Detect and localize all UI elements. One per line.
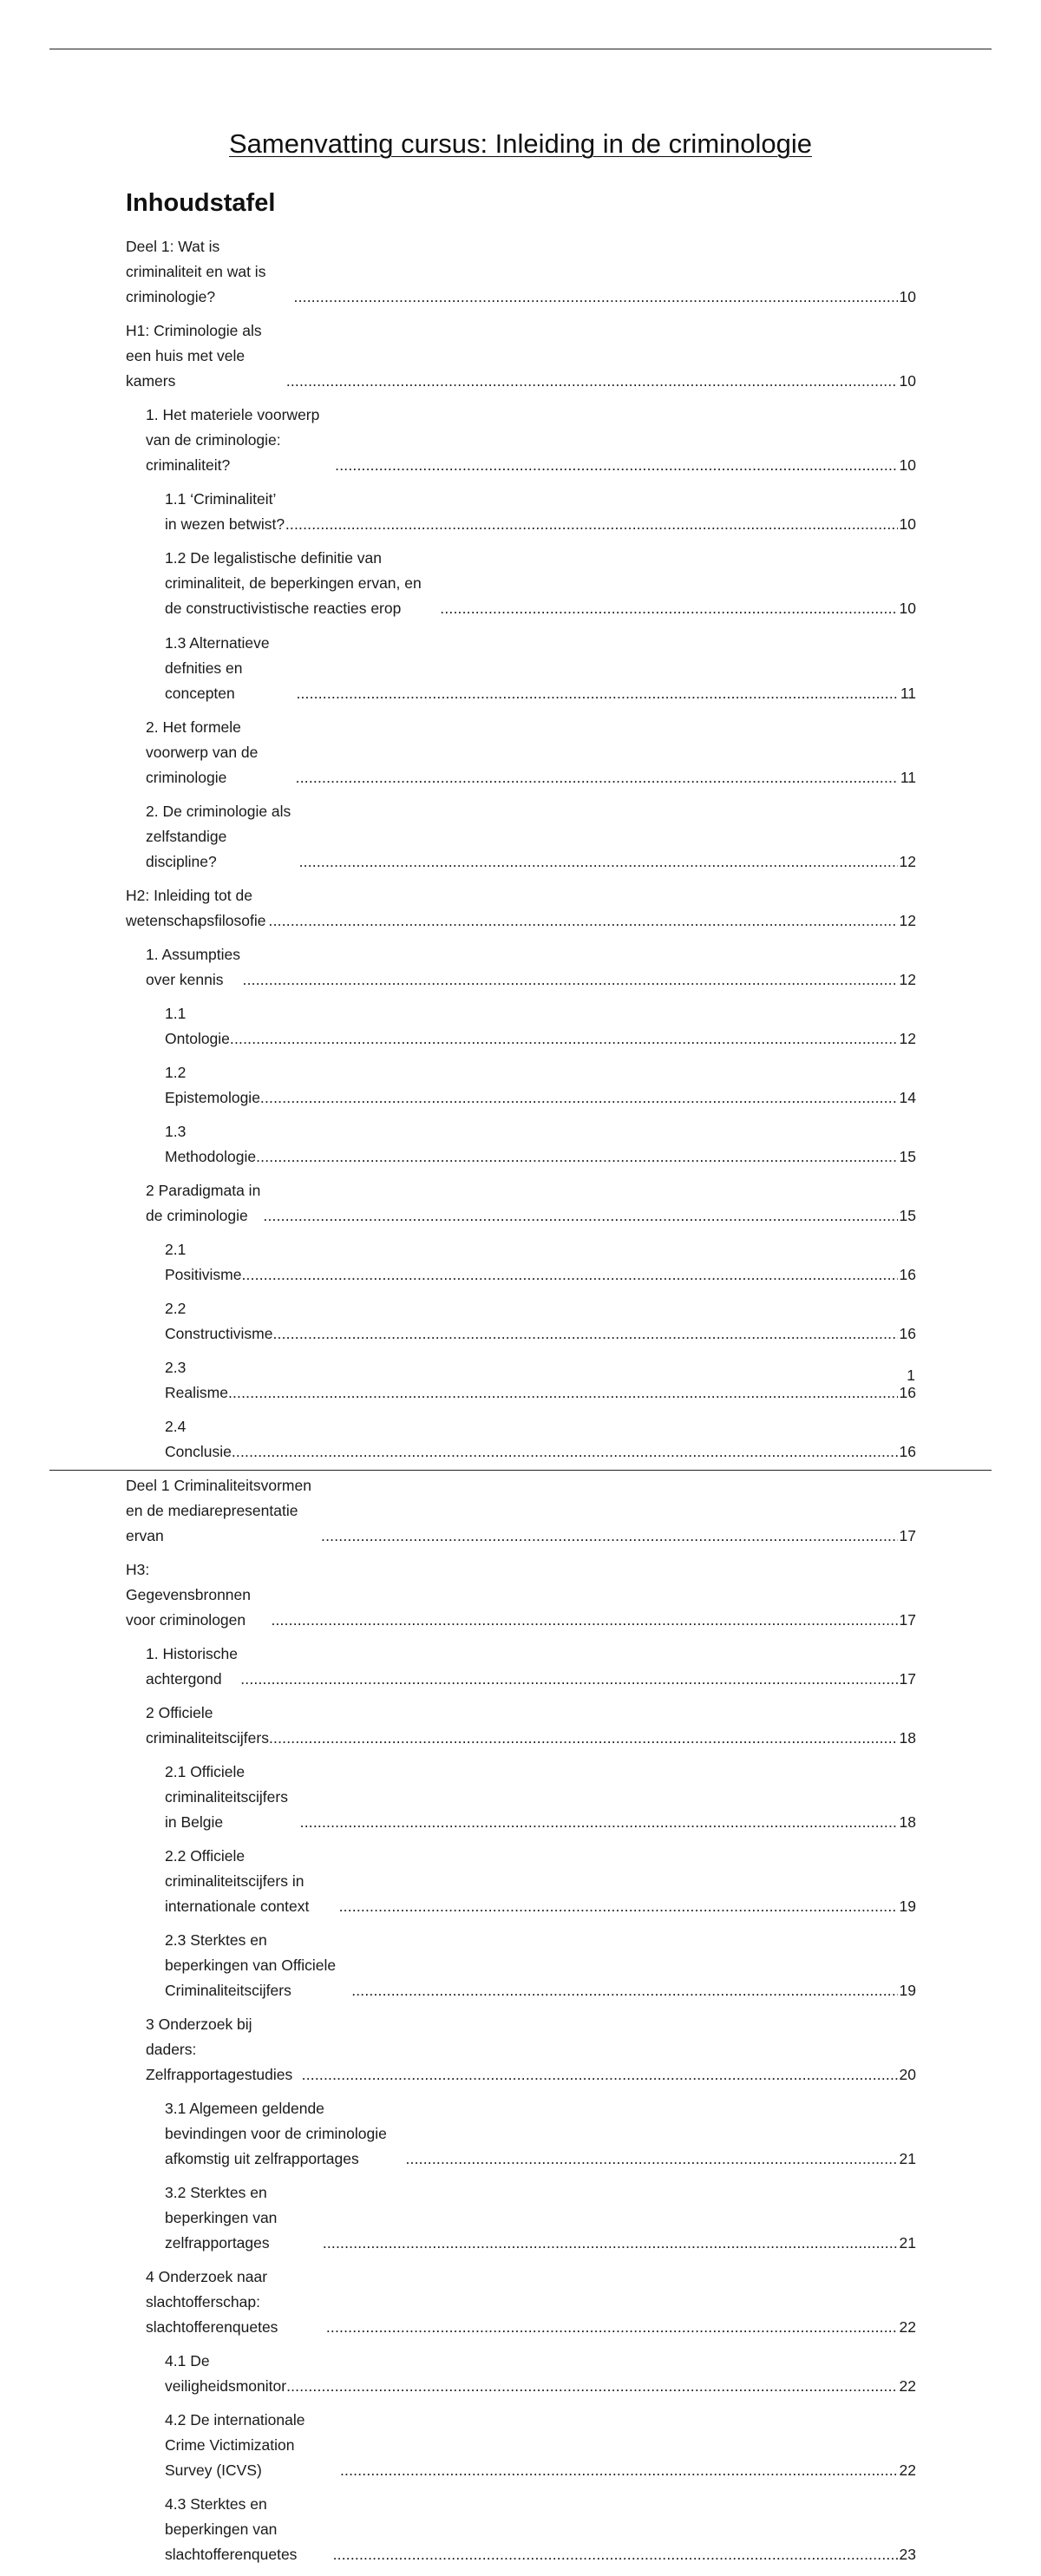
toc-entry[interactable]: [126, 1178, 916, 1229]
dot-leader: [296, 681, 898, 706]
toc-entry[interactable]: [126, 1844, 916, 1919]
dot-leader: [263, 1203, 898, 1229]
toc-entry-title: 2 Paradigmata in de criminologie: [146, 1182, 261, 1224]
toc-entry-page: 16: [899, 1384, 916, 1401]
toc-entry-page: 16: [899, 1266, 916, 1283]
footer-rule: [49, 1470, 992, 1471]
dot-leader: [230, 1026, 898, 1052]
toc-entry-title: 2.2 Constructivisme: [165, 1300, 273, 1342]
dot-leader: [269, 1726, 898, 1751]
dot-leader: [269, 908, 898, 934]
toc-entry[interactable]: [126, 2349, 916, 2399]
dot-leader: [228, 1380, 898, 1406]
toc-entry-title: 1.1 Ontologie: [165, 1005, 230, 1047]
dot-leader: [323, 2231, 898, 2256]
dot-leader: [339, 1894, 898, 1919]
toc-entry-title: 2 Officiele criminaliteitscijfers: [146, 1704, 269, 1747]
dot-leader: [326, 2315, 898, 2340]
toc-entry-page: 18: [899, 1729, 916, 1747]
toc-entry-title: 1.1 ‘Criminaliteit’ in wezen betwist?: [165, 490, 285, 533]
toc-entry-page: 17: [899, 1527, 916, 1544]
dot-leader: [296, 765, 898, 790]
toc-entry-page: 12: [899, 971, 916, 988]
toc-entry-page: 12: [899, 853, 916, 870]
toc-entry-page: 12: [899, 912, 916, 929]
toc-entry-title: 1.2 Epistemologie: [165, 1064, 260, 1106]
toc-entry-title: 4.1 De veiligheidsmonitor: [165, 2352, 287, 2395]
toc-entry-title: 2.1 Officiele criminaliteitscijfers in Belgie: [165, 1763, 288, 1831]
toc-entry-page: 14: [899, 1089, 916, 1106]
dot-leader: [321, 1524, 898, 1549]
toc-entry-title: 4.3 Sterktes en beperkingen van slachtofferenquetes: [165, 2495, 298, 2563]
toc-entry-title: 3.1 Algemeen geldende bevindingen voor de criminologie afkomstig uit zelfrapportages: [165, 2100, 387, 2167]
toc-entry-page: 10: [899, 600, 916, 617]
toc-entry-page: 16: [899, 1443, 916, 1460]
dot-leader: [286, 2374, 898, 2399]
toc-entry[interactable]: [126, 1557, 916, 1633]
toc-entry[interactable]: [126, 1642, 916, 1692]
toc-entry[interactable]: [126, 2408, 916, 2483]
toc-entry[interactable]: [126, 715, 916, 790]
toc-entry-page: 17: [899, 1670, 916, 1688]
toc-entry-page: 17: [899, 1611, 916, 1629]
toc-entry[interactable]: [126, 1060, 916, 1111]
toc-entry[interactable]: [126, 487, 916, 537]
dot-leader: [300, 1810, 898, 1835]
toc-entry-title: 1. Assumpties over kennis: [146, 946, 240, 988]
toc-entry[interactable]: [126, 2096, 916, 2172]
toc-entry-page: 15: [899, 1207, 916, 1224]
toc-entry-title: 2.4 Conclusie: [165, 1418, 232, 1460]
dot-leader: [302, 2062, 898, 2088]
dot-leader: [232, 1439, 898, 1465]
dot-leader: [285, 512, 898, 537]
toc-entry-page: 20: [899, 2066, 916, 2083]
toc-entry-title: 2.2 Officiele criminaliteitscijfers in internationale context: [165, 1847, 310, 1915]
toc-entry[interactable]: [126, 1001, 916, 1052]
toc-entry-title: Deel 1: Wat is criminaliteit en wat is criminologie?: [126, 238, 266, 305]
toc-entry-page: 10: [899, 456, 916, 474]
toc-entry-page: 12: [899, 1030, 916, 1047]
toc-entry[interactable]: [126, 1760, 916, 1835]
toc-entry-title: 1. Het materiele voorwerp van de criminologie: criminaliteit?: [146, 406, 320, 474]
toc-entry[interactable]: [126, 2180, 916, 2256]
toc-entry[interactable]: [126, 631, 916, 706]
toc-entry-title: 1.2 De legalistische definitie van criminaliteit, de beperkingen ervan, en de constructivistische reacties erop: [165, 549, 422, 617]
toc-entry[interactable]: [126, 883, 916, 934]
dot-leader: [299, 849, 898, 875]
dot-leader: [260, 1085, 898, 1111]
toc-entry[interactable]: [126, 1701, 916, 1751]
toc-entry-page: 10: [899, 515, 916, 533]
toc-entry[interactable]: [126, 1355, 916, 1406]
toc-entry[interactable]: [126, 1119, 916, 1170]
dot-leader: [286, 369, 898, 394]
toc-entry[interactable]: [126, 1414, 916, 1465]
toc-entry-page: 21: [899, 2150, 916, 2167]
toc-entry-title: 1.3 Methodologie: [165, 1123, 257, 1165]
toc-entry-title: Deel 1 Criminaliteitsvormen en de mediarepresentatie ervan: [126, 1477, 311, 1544]
page-number: 1: [907, 1367, 915, 1384]
dot-leader: [333, 2542, 898, 2567]
dot-leader: [271, 1608, 898, 1633]
document-title: Samenvatting cursus: Inleiding in de criminologie: [228, 128, 813, 159]
table-of-contents: [126, 234, 916, 2576]
toc-entry[interactable]: [126, 1928, 916, 2003]
dot-leader: [335, 453, 898, 478]
toc-entry-title: 3 Onderzoek bij daders: Zelfrapportagestudies: [146, 2016, 293, 2083]
toc-entry[interactable]: [126, 1473, 916, 1549]
toc-entry-title: H1: Criminologie als een huis met vele kamers: [126, 322, 262, 390]
dot-leader: [294, 285, 898, 310]
toc-entry-title: 2.3 Sterktes en beperkingen van Officiele Criminaliteitscijfers: [165, 1931, 337, 1999]
dot-leader: [351, 1978, 898, 2003]
toc-entry-title: 4.2 De internationale Crime Victimization Survey (ICVS): [165, 2411, 305, 2479]
toc-entry[interactable]: [126, 318, 916, 394]
toc-entry-page: 22: [899, 2318, 916, 2336]
dot-leader: [340, 2458, 898, 2483]
toc-entry-page: 18: [899, 1813, 916, 1831]
toc-entry[interactable]: [126, 1296, 916, 1347]
dot-leader: [440, 596, 898, 621]
toc-entry-page: 11: [900, 685, 916, 702]
dot-leader: [256, 1144, 898, 1170]
toc-heading: Inhoudstafel: [126, 189, 276, 217]
toc-entry-page: 16: [899, 1325, 916, 1342]
dot-leader: [405, 2147, 898, 2172]
toc-entry-page: 21: [899, 2234, 916, 2252]
toc-entry[interactable]: [126, 403, 916, 478]
toc-entry[interactable]: [126, 2492, 916, 2567]
toc-entry-page: 22: [899, 2377, 916, 2395]
toc-entry[interactable]: [126, 234, 916, 310]
toc-entry-page: 10: [899, 372, 916, 390]
dot-leader: [272, 1321, 898, 1347]
toc-entry-page: 19: [899, 1982, 916, 1999]
toc-entry[interactable]: [126, 1237, 916, 1288]
toc-entry[interactable]: [126, 2265, 916, 2340]
toc-entry-title: H3: Gegevensbronnen voor criminologen: [126, 1561, 251, 1629]
toc-entry-title: 2.3 Realisme: [165, 1359, 228, 1401]
dot-leader: [240, 1667, 898, 1692]
toc-entry-page: 15: [899, 1148, 916, 1165]
dot-leader: [243, 967, 898, 993]
toc-entry-page: 10: [899, 288, 916, 305]
toc-entry[interactable]: [126, 2012, 916, 2088]
toc-entry[interactable]: [126, 942, 916, 993]
toc-entry[interactable]: [126, 799, 916, 875]
toc-entry-title: 4 Onderzoek naar slachtofferschap: slachtofferenquetes: [146, 2268, 278, 2336]
dot-leader: [241, 1262, 898, 1288]
toc-entry-title: 3.2 Sterktes en beperkingen van zelfrapportages: [165, 2184, 278, 2252]
toc-entry-title: 2.1 Positivisme: [165, 1241, 242, 1283]
toc-entry-title: 1.3 Alternatieve defnities en concepten: [165, 634, 270, 702]
toc-entry-title: 2. Het formele voorwerp van de criminologie: [146, 718, 259, 786]
toc-entry-page: 11: [900, 769, 916, 786]
toc-entry-page: 19: [899, 1898, 916, 1915]
toc-entry-title: H2: Inleiding tot de wetenschapsfilosofie: [126, 887, 266, 929]
toc-entry[interactable]: [126, 546, 916, 621]
toc-entry-title: 1. Historische achtergond: [146, 1645, 239, 1688]
toc-entry-page: 22: [899, 2461, 916, 2479]
toc-entry-title: 2. De criminologie als zelfstandige discipline?: [146, 803, 291, 870]
toc-entry-page: 23: [899, 2546, 916, 2563]
